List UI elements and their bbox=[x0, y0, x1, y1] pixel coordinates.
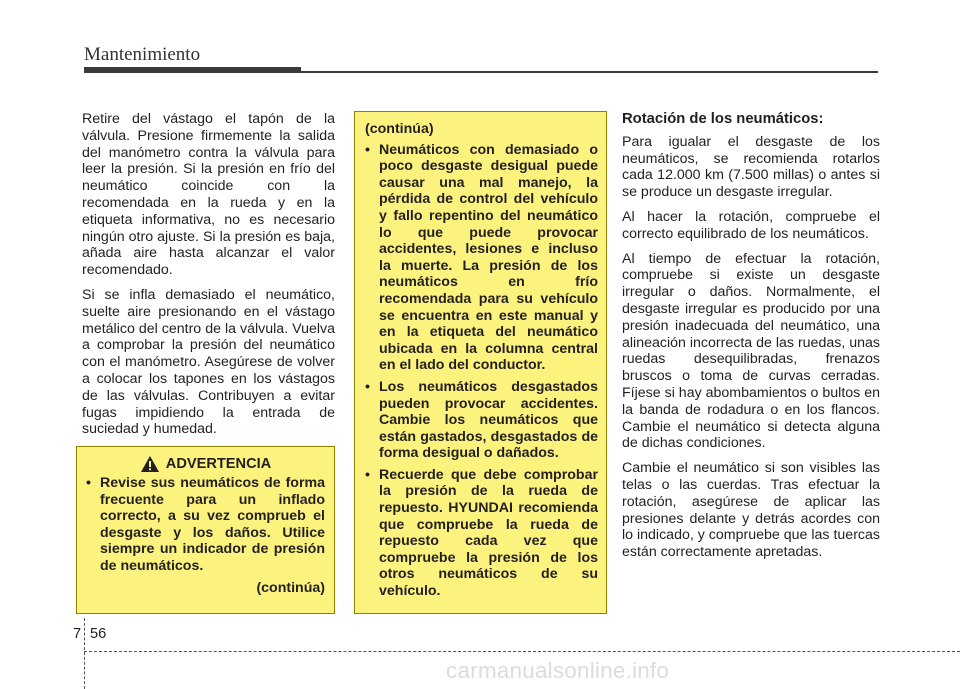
warning-item bbox=[365, 379, 598, 462]
warning-box bbox=[76, 446, 335, 614]
footer-divider-horizontal bbox=[84, 651, 960, 652]
warning-header bbox=[86, 455, 325, 473]
watermark: carmanualsonline.info bbox=[446, 658, 670, 683]
warning-item-text: Los neumáticos desgastados pueden provocar accidentes. Cambie los neumáticos que están gastados, desgastados de forma desigual o dañados. bbox=[379, 378, 598, 462]
continued-top-label: (continúa) bbox=[365, 121, 434, 137]
paragraph: Retire del vástago el tapón de la válvula. Presione firmemente la salida del manómetro contra la válvula para leer la presión. Si la presión en frío del neumático coincide con la recomendada en la rueda y en la etiqueta informativa, no es necesario ningún otro ajuste. Si la presión es baja, añada aire hasta alcanzar el valor recomendado. bbox=[82, 111, 335, 279]
paragraph: Al tiempo de efectuar la rotación, compruebe si existe un desgaste irregular o daños. Normalmente, el desgaste irregular es producido por una presión inadecuada del neumático, una alineación incorrecta de las ruedas, unas ruedas desequilibradas, frenazos bruscos o toma de curvas cerradas. Fíjese si hay abombamientos o bultos en la banda de rodadura o en los flancos. Cambie el neumático si detecta alguna de dichas condiciones. bbox=[622, 250, 880, 452]
warning-item-text: Revise sus neumáticos de forma frecuente para un inflado correcto, a su vez comprueb el desgaste y los daños. Utilice siempre un indicador de presión de neumáticos. bbox=[100, 475, 325, 574]
warning-item-text: Neumáticos con demasiado o poco desgaste desigual puede causar una mal manejo, la pérdida de control del vehículo y fallo repentino del neumático lo que puede provocar accidentes, lesiones e incluso la muerte. La presión de los neumáticos en frío recomendada para su vehículo se encuentra en este manual y en la etiqueta del neumático ubicada en la columna central en el lado del conductor. bbox=[379, 141, 598, 374]
chapter-number: 7 bbox=[73, 626, 82, 642]
bullet: • bbox=[365, 378, 370, 395]
bullet: • bbox=[365, 141, 370, 158]
header-rule-thick bbox=[84, 67, 301, 73]
footer-divider-vertical bbox=[84, 618, 85, 689]
paragraph: Cambie el neumático si son visibles las telas o las cuerdas. Tras efectuar la rotación, asegúrese de aplicar las presiones delante y detrás acordes con lo indicado, y compruebe que las tuercas están correctamente apretadas. bbox=[622, 460, 880, 561]
bullet: • bbox=[86, 475, 91, 491]
left-column bbox=[82, 111, 335, 446]
continued-label: (continúa) bbox=[256, 579, 325, 596]
paragraph: Si se infla demasiado el neumático, suelte aire presionando en el vástago metálico del centro de la válvula. Vuelva a comprobar la presión del neumático con el manómetro. Asegúrese de volver a colocar los tapones en los vástagos de las válvulas. Contribuyen a evitar fugas impidiendo la entrada de suciedad y humedad. bbox=[82, 286, 335, 438]
paragraph: Al hacer la rotación, compruebe el correcto equilibrado de los neumáticos. bbox=[622, 208, 880, 242]
warning-item-text: Recuerde que debe comprobar la presión de la rueda de repuesto. HYUNDAI recomienda que compruebe la rueda de repuesto cada vez que compruebe la presión de los otros neumáticos de su vehículo. bbox=[379, 466, 598, 600]
warning-item bbox=[365, 467, 598, 600]
warning-title: ADVERTENCIA bbox=[165, 455, 272, 472]
warning-triangle-icon bbox=[140, 455, 160, 473]
paragraph: Para igualar el desgaste de los neumáticos, se recomienda rotarlos cada 12.000 km (7.500 millas) o antes si se produce un desgaste irregular. bbox=[622, 133, 880, 201]
warning-continued-box bbox=[354, 111, 607, 614]
warning-list bbox=[86, 475, 325, 575]
section-heading: Rotación de los neumáticos: bbox=[622, 111, 824, 127]
section-title: Mantenimiento bbox=[84, 44, 201, 65]
warning-item bbox=[86, 475, 325, 575]
header-rule-thin bbox=[301, 71, 878, 73]
bullet: • bbox=[365, 466, 370, 483]
right-column bbox=[622, 111, 880, 569]
warning-continued-list bbox=[365, 142, 598, 600]
page-number: 56 bbox=[90, 626, 107, 642]
warning-item bbox=[365, 142, 598, 374]
